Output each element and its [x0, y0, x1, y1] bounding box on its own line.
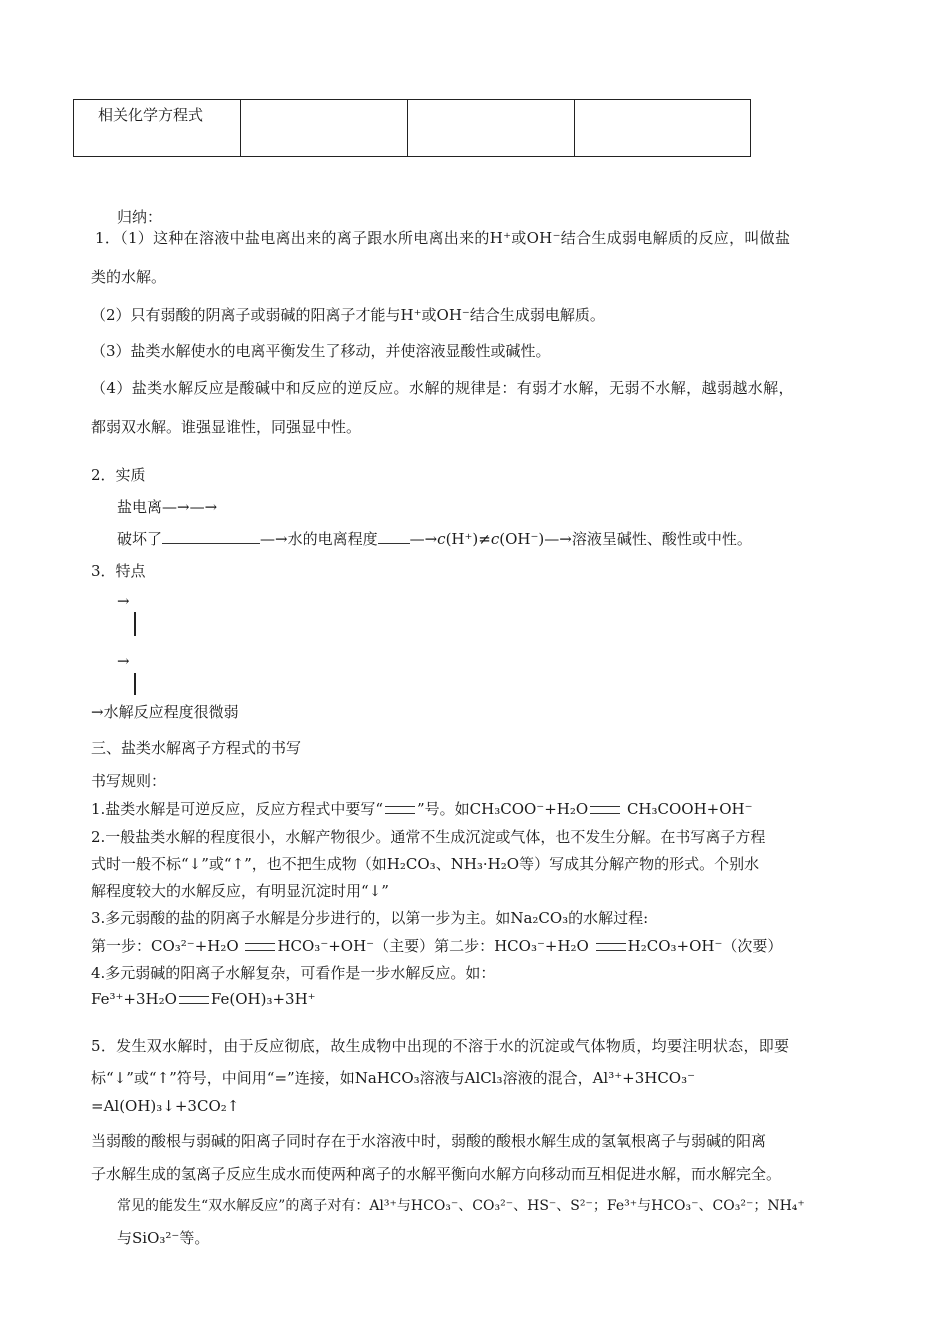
- table-cell-empty-2: [408, 100, 575, 157]
- features-arrow-2: →: [117, 652, 130, 670]
- rule-4-line1: 4.多元弱碱的阳离子水解复杂，可看作是一步水解反应。如：: [91, 964, 496, 982]
- rule-1: 1.盐类水解是可逆反应，反应方程式中要写“ ”号。如CH₃COO⁻+H₂O CH₃COOH+OH⁻: [91, 800, 753, 818]
- summary-title: 归纳：: [117, 208, 163, 226]
- summary-p4-line1: （4）盐类水解反应是酸碱中和反应的逆反应。水解的规律是：有弱才水解，无弱不水解，越弱越水解，: [91, 379, 794, 397]
- equilibrium-sign: [385, 806, 415, 814]
- equilibrium-sign: [245, 943, 275, 951]
- rule-2-line3: 解程度较大的水解反应，有明显沉淀时用“↓”: [91, 882, 389, 900]
- equilibrium-sign: [590, 806, 620, 814]
- equilibrium-sign: [179, 996, 209, 1004]
- summary-p2: （2）只有弱酸的阴离子或弱碱的阳离子才能与H⁺或OH⁻结合生成弱电解质。: [91, 306, 605, 324]
- features-arrow-1: →: [117, 592, 130, 610]
- table-cell-empty-1: [241, 100, 408, 157]
- rule-5-line3: =Al(OH)₃↓+3CO₂↑: [91, 1097, 240, 1115]
- rule-6-line1: 当弱酸的酸根与弱碱的阳离子同时存在于水溶液中时，弱酸的酸根水解生成的氢氧根离子与弱碱的阳离: [91, 1132, 767, 1150]
- bracket-line-1: [134, 612, 136, 636]
- essence-line1: 盐电离—→—→: [117, 498, 218, 516]
- summary-p1-line2: 类的水解。: [91, 268, 167, 286]
- equilibrium-sign: [596, 943, 626, 951]
- rule-7-line1: 常见的能发生“双水解反应”的离子对有：Al³⁺与HCO₃⁻、CO₃²⁻、HS⁻、S²⁻；Fe³⁺与HCO₃⁻、CO₃²⁻；NH₄⁺: [117, 1198, 805, 1214]
- rule-2-line2: 式时一般不标“↓”或“↑”，也不把生成物（如H₂CO₃、NH₃·H₂O等）写成其分解产物的形式。个别水: [91, 855, 760, 873]
- rule-6-line2: 子水解生成的氢离子反应生成水而使两种离子的水解平衡向水解方向移动而互相促进水解，而水解完全。: [91, 1165, 782, 1183]
- equation-table: [73, 99, 751, 157]
- features-last: →水解反应程度很微弱: [91, 703, 239, 721]
- blank-1: [162, 529, 260, 544]
- rule-3-line2: 第一步：CO₃²⁻+H₂O HCO₃⁻+OH⁻（主要）第二步：HCO₃⁻+H₂O H₂CO₃+OH⁻（次要）: [91, 937, 783, 955]
- rule-5-line2: 标“↓”或“↑”符号，中间用“=”连接，如NaHCO₃溶液与AlCl₃溶液的混合，Al³⁺+3HCO₃⁻: [91, 1069, 696, 1087]
- rule-2-line1: 2.一般盐类水解的程度很小，水解产物很少。通常不生成沉淀或气体，也不发生分解。在书写离子方程: [91, 828, 766, 846]
- rule-5-line1: 5．发生双水解时，由于反应彻底，故生成物中出现的不溶于水的沉淀或气体物质，均要注明状态，即要: [91, 1037, 790, 1055]
- summary-p1-line1: 1．（1）这种在溶液中盐电离出来的离子跟水所电离出来的H⁺或OH⁻结合生成弱电解质的反应，叫做盐: [95, 229, 791, 247]
- essence-title: 2．实质: [91, 466, 146, 484]
- rule-4-line2: Fe³⁺+3H₂O Fe(OH)₃+3H⁺: [91, 990, 316, 1008]
- summary-p4-line2: 都弱双水解。谁强显谁性，同强显中性。: [91, 418, 362, 436]
- section3-title: 三、盐类水解离子方程式的书写: [91, 739, 302, 757]
- rule-7-line2: 与SiO₃²⁻等。: [117, 1229, 210, 1247]
- table-row-label: 相关化学方程式: [74, 100, 241, 157]
- rules-title: 书写规则：: [91, 772, 167, 790]
- rule-3-line1: 3.多元弱酸的盐的阴离子水解是分步进行的，以第一步为主。如Na₂CO₃的水解过程:: [91, 909, 649, 927]
- summary-p3: （3）盐类水解使水的电离平衡发生了移动，并使溶液显酸性或碱性。: [91, 342, 551, 360]
- bracket-line-2: [134, 673, 136, 695]
- features-title: 3．特点: [91, 562, 146, 580]
- essence-line2: 破坏了 —→水的电离程度 —→c(H⁺)≠c(OH⁻)—→溶液呈碱性、酸性或中性。: [117, 530, 752, 548]
- table-cell-empty-3: [575, 100, 751, 157]
- blank-2: [378, 529, 410, 544]
